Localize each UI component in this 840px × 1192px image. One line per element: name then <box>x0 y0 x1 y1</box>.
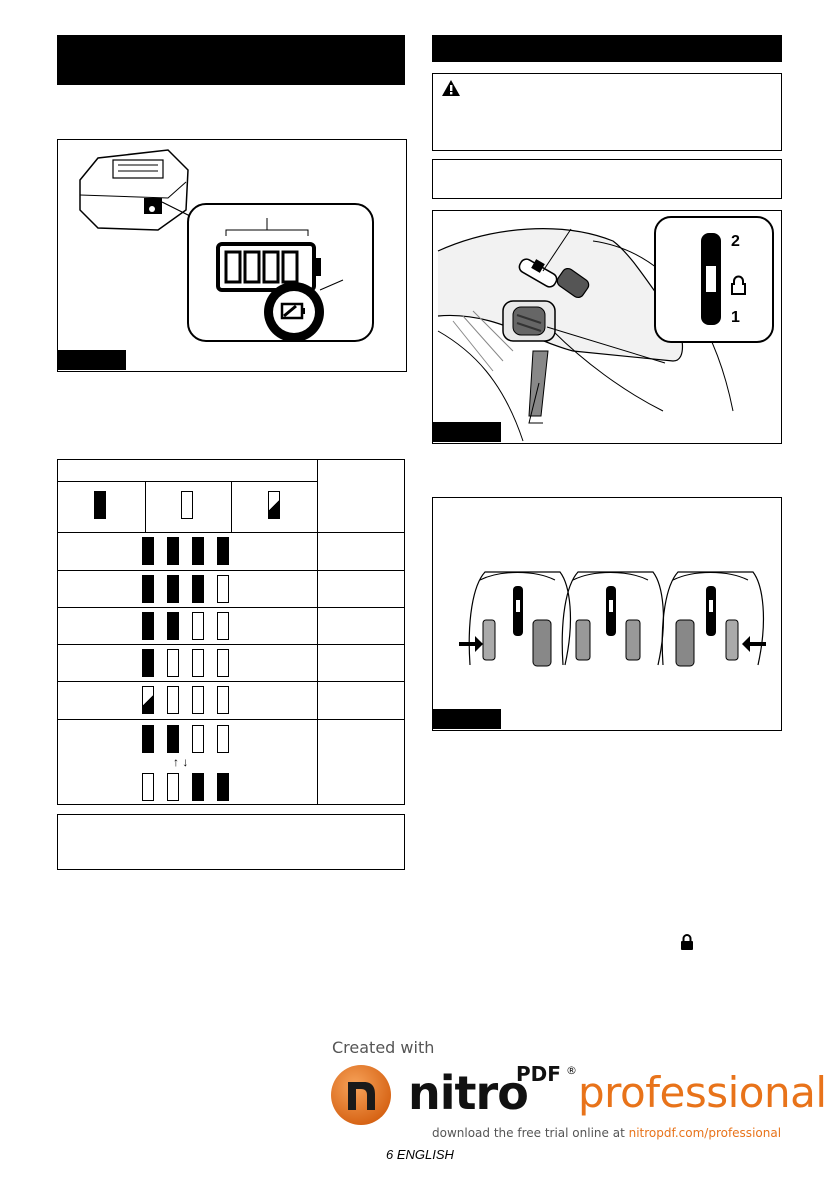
switch-label-1: 1 <box>731 309 740 326</box>
note-box <box>57 814 405 870</box>
indicator-cell <box>167 686 179 714</box>
indicator-cell <box>217 537 229 565</box>
legend-off-icon <box>181 491 193 519</box>
legend-blinking-icon <box>268 491 280 519</box>
legend-lit-icon <box>94 491 106 519</box>
indicator-cell <box>167 612 179 640</box>
indicator-cell <box>167 773 179 801</box>
figure-tag <box>58 350 126 370</box>
indicator-cell <box>192 649 204 677</box>
warning-icon <box>441 79 461 97</box>
indicator-cell <box>142 725 154 753</box>
watermark-tagline <box>432 1126 781 1140</box>
indicator-table <box>57 459 405 805</box>
lock-icon <box>732 277 745 295</box>
watermark-brand-reg: ® <box>566 1064 577 1077</box>
indicator-cell <box>192 575 204 603</box>
indicator-cell <box>167 537 179 565</box>
figure-switch-lever <box>432 210 782 444</box>
indicator-cell <box>217 725 229 753</box>
watermark-brand-sup: PDF <box>516 1062 561 1086</box>
indicator-cell <box>192 725 204 753</box>
indicator-cell <box>192 773 204 801</box>
page-footer: 6 ENGLISH <box>386 1147 454 1162</box>
alternating-arrows: ↑ ↓ <box>173 755 189 769</box>
battery-cartridge-illustration <box>58 140 405 370</box>
caution-box <box>432 73 782 151</box>
indicator-cell <box>217 575 229 603</box>
indicator-cell <box>167 725 179 753</box>
watermark-tagline-link[interactable]: nitropdf.com/professional <box>628 1126 782 1140</box>
indicator-cell <box>192 537 204 565</box>
indicator-cell <box>192 612 204 640</box>
indicator-cell <box>217 649 229 677</box>
notice-box <box>432 159 782 199</box>
section-header-right <box>432 35 782 62</box>
figure-tag <box>433 709 501 729</box>
section-header-left <box>57 35 405 85</box>
switch-lever-illustration <box>433 211 780 442</box>
indicator-cell <box>167 649 179 677</box>
watermark-brand-main: nitro <box>408 1066 528 1120</box>
watermark-tagline-text: download the free trial online at <box>432 1126 629 1140</box>
figure-tag <box>433 422 501 442</box>
indicator-cell <box>142 649 154 677</box>
lock-icon <box>680 934 694 950</box>
indicator-cell <box>217 686 229 714</box>
indicator-cell <box>142 537 154 565</box>
watermark-brand-suffix: professional <box>578 1068 827 1117</box>
indicator-cell <box>142 773 154 801</box>
switch-sequence-illustration <box>433 498 780 729</box>
switch-label-2: 2 <box>731 233 740 250</box>
figure-battery-indicator <box>57 139 407 372</box>
indicator-cell <box>167 575 179 603</box>
indicator-cell <box>217 612 229 640</box>
indicator-cell <box>142 575 154 603</box>
indicator-cell <box>142 686 154 714</box>
indicator-cell <box>142 612 154 640</box>
indicator-cell <box>192 686 204 714</box>
nitro-logo-icon <box>330 1064 392 1126</box>
watermark-created-with: Created with <box>332 1038 435 1057</box>
indicator-cell <box>217 773 229 801</box>
figure-switch-sequence <box>432 497 782 731</box>
